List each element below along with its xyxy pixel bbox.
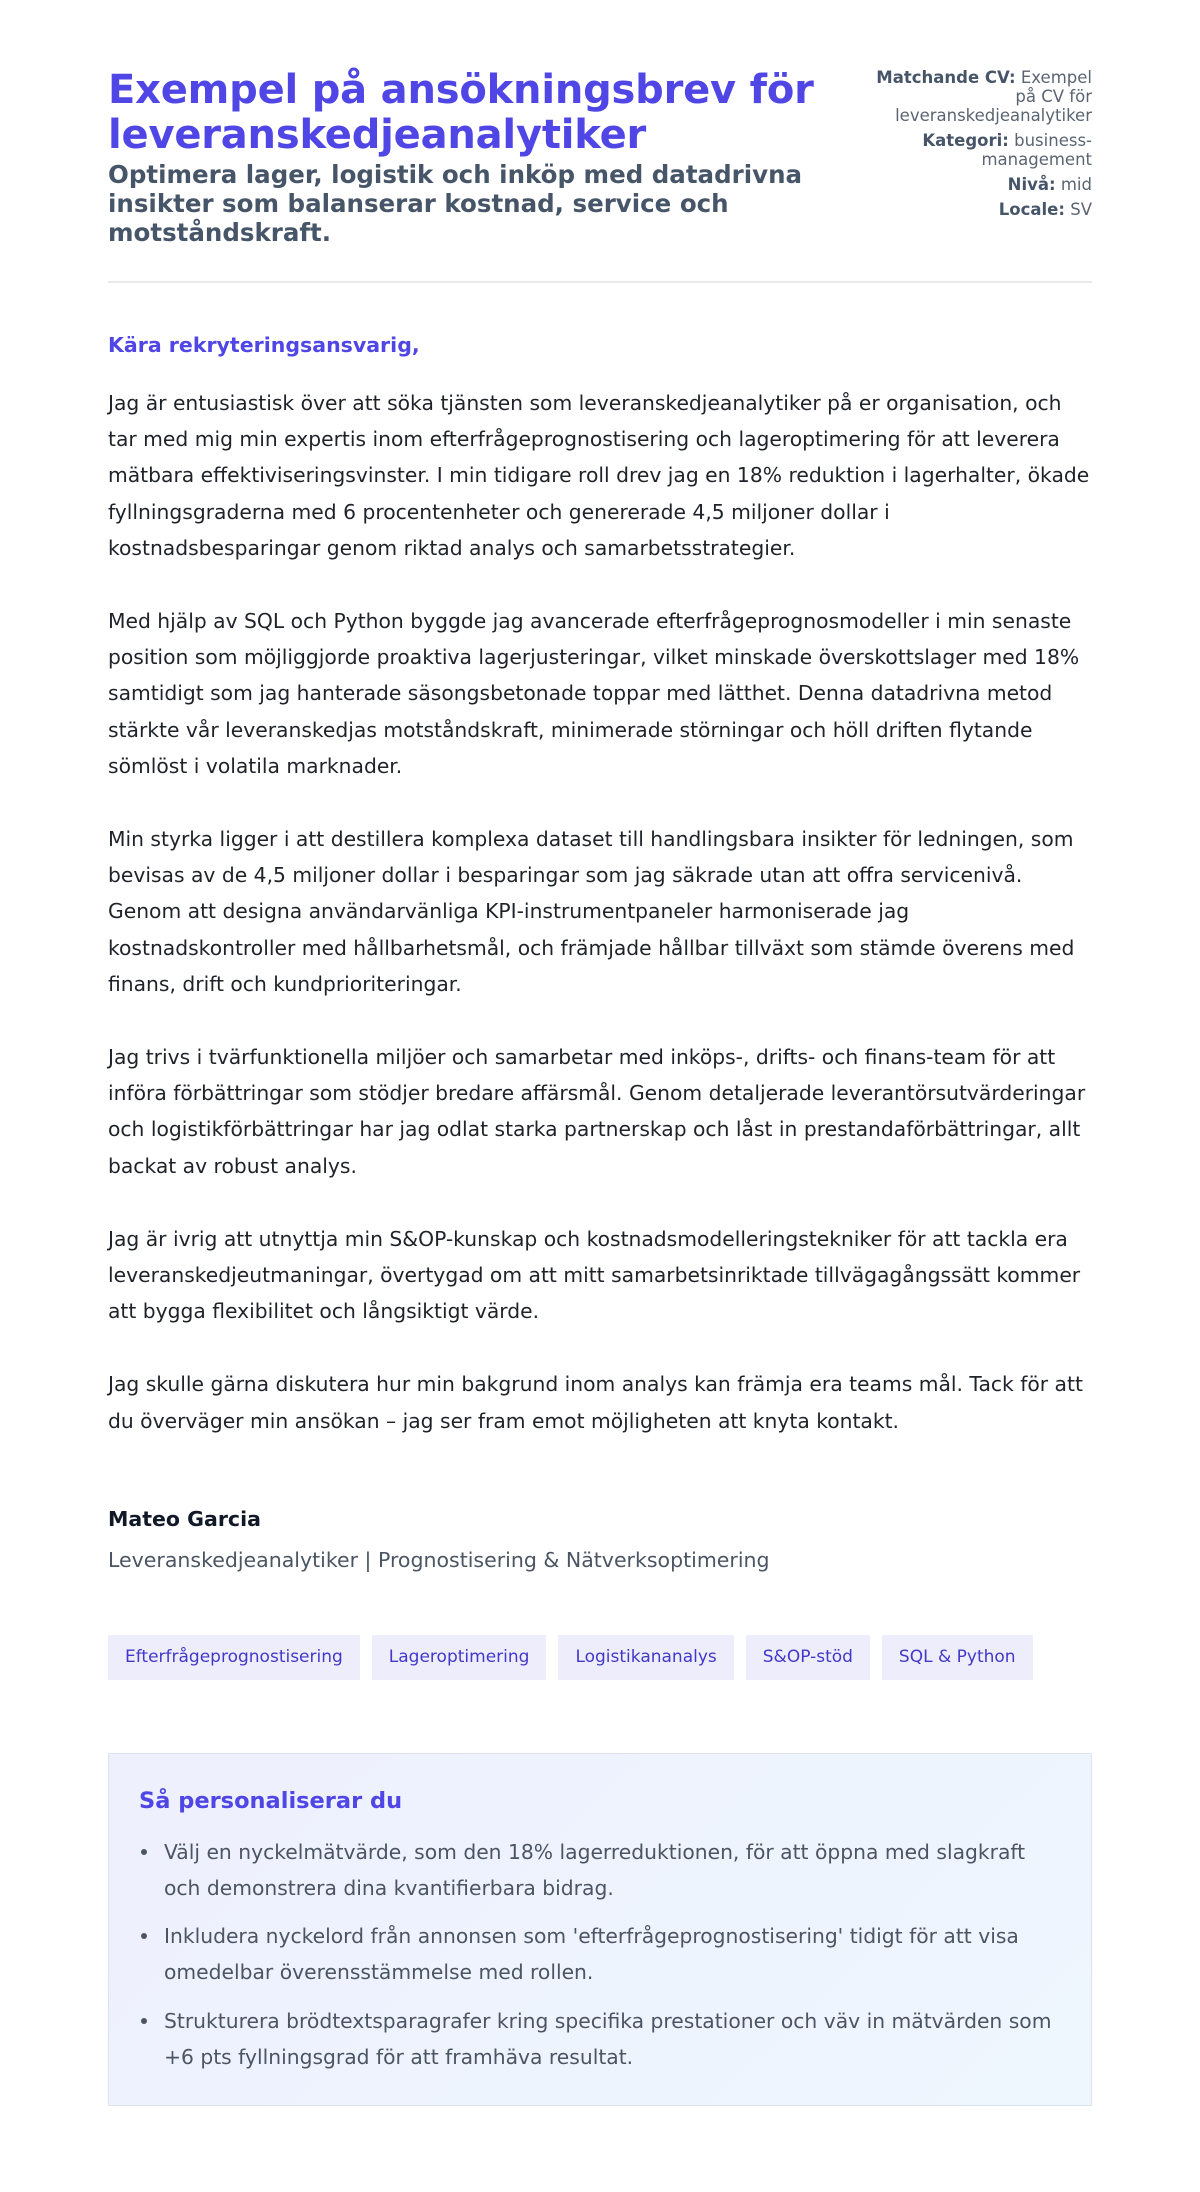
letter-body [108, 331, 1092, 1439]
meta-value: SV [1070, 200, 1092, 219]
signature-role: Leveranskedjeanalytiker | Prognostisering & Nätverksoptimering [108, 1547, 770, 1572]
skill-tag: SQL & Python [882, 1635, 1033, 1680]
page-subtitle: Optimera lager, logistik och inköp med datadrivna insikter som balanserar kostnad, service och motståndskraft. [108, 160, 803, 247]
letter-paragraph: Min styrka ligger i att destillera komplexa dataset till handlingsbara insikter för ledningen, som bevisas av de 4,5 miljoner dollar i besparingar som jag säkrade utan att offra servicenivå. Genom att designa användarvänliga KPI-instrumentpaneler harmoniserade jag kostnadskontroller med hållbarhetsmål, och främjade hållbar tillväxt som stämde överens med finans, drift och kundprioriteringar. [108, 827, 1075, 996]
tips-title: Så personaliserar du [139, 1787, 403, 1814]
skill-tag: Logistikananalys [558, 1635, 733, 1680]
header-titles [108, 68, 863, 247]
letter-paragraph: Med hjälp av SQL och Python byggde jag avancerade efterfrågeprognosmodeller i min senaste position som möjliggjorde proaktiva lagerjusteringar, vilket minskade överskottslager med 18% samtidigt som jag hanterade säsongsbetonade toppar med lätthet. Denna datadrivna metod stärkte vår leveranskedjas motståndskraft, minimerade störningar och höll driften flytande sömlöst i volatila marknader. [108, 609, 1080, 778]
meta-matching-cv [863, 68, 1092, 125]
meta-label: Kategori: [922, 131, 1009, 150]
tips-item [139, 1918, 1061, 1990]
skill-tag: S&OP-stöd [746, 1635, 870, 1680]
signature-block [108, 1505, 1092, 1574]
bullet-icon [141, 2018, 147, 2024]
salutation: Kära rekryteringsansvarig, [108, 333, 420, 357]
bullet-icon [141, 1933, 147, 1939]
skill-tag: Efterfrågeprognostisering [108, 1635, 360, 1680]
meta-label: Matchande CV: [876, 68, 1016, 87]
meta-level [863, 175, 1092, 194]
letter-paragraph: Jag är ivrig att utnyttja min S&OP-kunskap och kostnadsmodelleringstekniker för att tackla era leveranskedjeutmaningar, övertygad om att mitt samarbetsinriktade tillvägagångssätt kommer att bygga flexibilitet och långsiktigt värde. [108, 1226, 1081, 1324]
tips-item-text: Strukturera brödtextsparagrafer kring specifika prestationer och väv in mätvärden som +6 pts fyllningsgrad för att framhäva resultat. [164, 2008, 1052, 2069]
meta-value: mid [1060, 175, 1092, 194]
meta-value: Exempel på CV för leveranskedjeanalytiker [895, 68, 1092, 125]
tips-item-text: Inkludera nyckelord från annonsen som 'efterfrågeprognostisering' tidigt för att visa omedelbar överensstämmelse med rollen. [164, 1924, 1019, 1985]
letter-paragraph: Jag skulle gärna diskutera hur min bakgrund inom analys kan främja era teams mål. Tack för att du överväger min ansökan – jag ser fram emot möjligheten att knyta kontakt. [108, 1372, 1083, 1433]
signature-name: Mateo Garcia [108, 1506, 261, 1531]
meta-locale [863, 200, 1092, 219]
tips-list [139, 1834, 1061, 2075]
letter-paragraph: Jag trivs i tvärfunktionella miljöer och samarbetar med inköps-, drifts- och finans-team för att införa förbättringar som stödjer bredare affärsmål. Genom detaljerade leverantörsutvärderingar och logistikförbättringar har jag odlat starka partnerskap och låst in prestandaförbättringar, allt backat av robust analys. [108, 1045, 1086, 1178]
letter-paragraphs [108, 385, 1092, 1439]
meta-label: Locale: [998, 200, 1065, 219]
meta-category [863, 131, 1092, 169]
letter-paragraph: Jag är entusiastisk över att söka tjänsten som leveranskedjeanalytiker på er organisation, och tar med mig min expertis inom efterfrågeprognostisering och lageroptimering för att leverera mätbara effektiviseringsvinster. I min tidigare roll drev jag en 18% reduktion i lagerhalter, ökade fyllningsgraderna med 6 procentenheter och genererade 4,5 miljoner dollar i kostnadsbesparingar genom riktad analys och samarbetsstrategier. [108, 391, 1090, 560]
skill-tag: Lageroptimering [372, 1635, 547, 1680]
tips-item [139, 1834, 1061, 1906]
personalization-tips [108, 1753, 1092, 2106]
page-header [108, 68, 1092, 283]
meta-label: Nivå: [1007, 175, 1056, 194]
tips-item [139, 2003, 1061, 2075]
skill-tags [108, 1635, 1092, 1680]
bullet-icon [141, 1849, 147, 1855]
meta-panel [863, 68, 1092, 225]
meta-value: business-management [981, 131, 1092, 169]
page-title: Exempel på ansökningsbrev för leveranskedjeanalytiker [108, 67, 814, 158]
tips-item-text: Välj en nyckelmätvärde, som den 18% lagerreduktionen, för att öppna med slagkraft och demonstrera dina kvantifierbara bidrag. [164, 1839, 1026, 1901]
